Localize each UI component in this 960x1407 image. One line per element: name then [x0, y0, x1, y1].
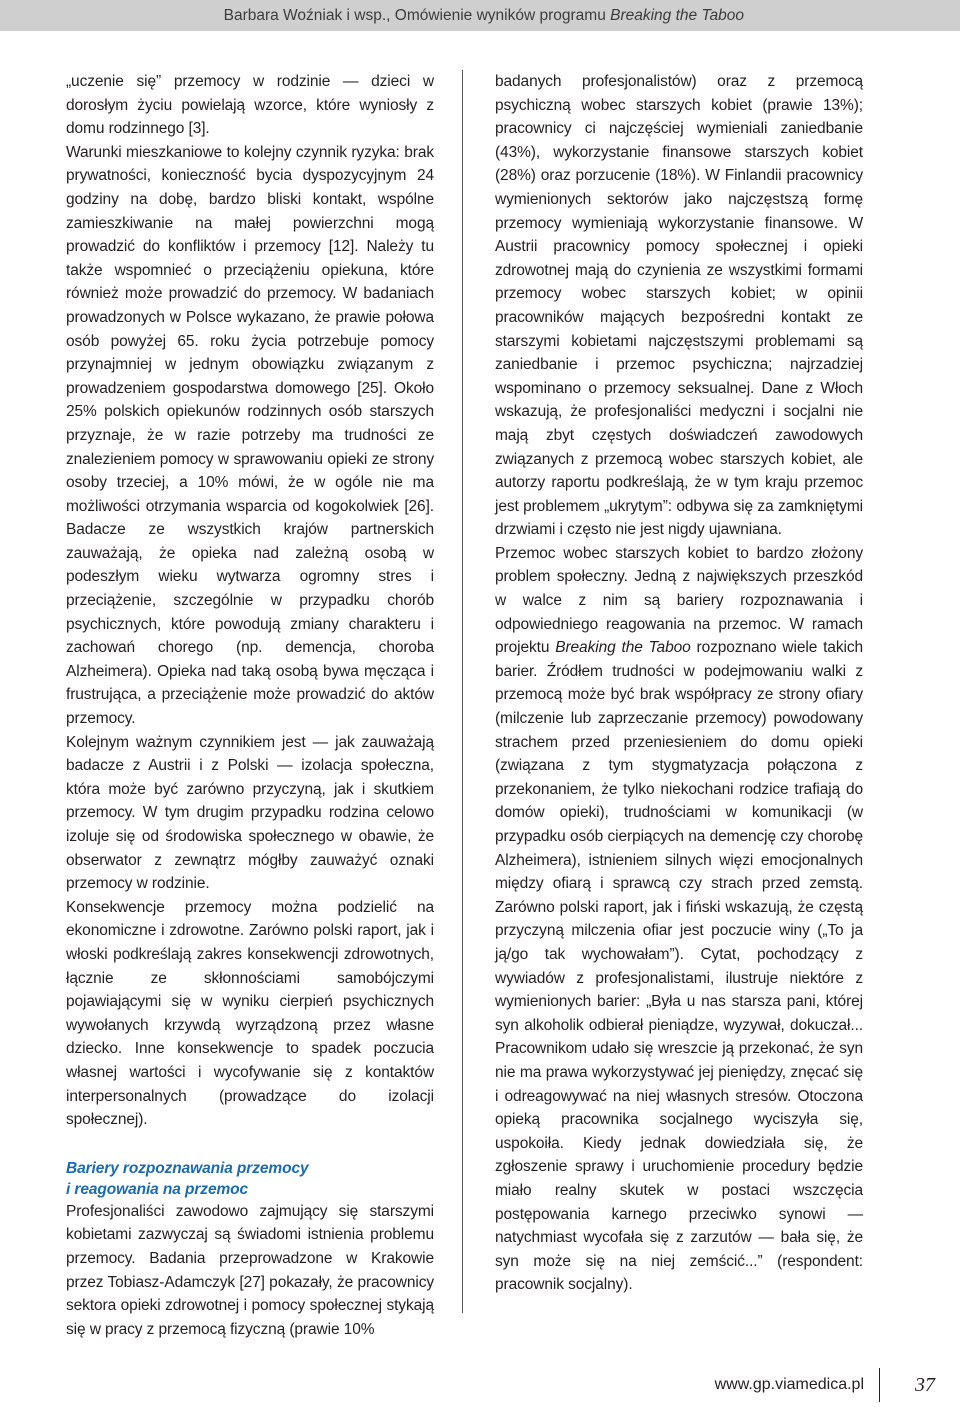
page-number: 37 — [915, 1374, 935, 1396]
right-paragraph-1: badanych profesjonalistów) oraz z przemocą psychiczną wobec starszych kobiet (prawie 13%); pracownicy ci najczęściej wymieniali zaniedbanie (43%), wykorzystanie finansowe starszych kobiet (28%) oraz porzucenie (18%). W Finlandii pracownicy wymienionych sektorów jako najczęstszą formę przemocy wymieniają wykorzystanie finansowe. W Austrii pracownicy pomocy społecznej i opieki zdrowotnej mają do czynienia ze wszystkimi formami przemocy wobec starszych kobiet; w opinii pracowników mających bezpośredni kontakt ze starszymi kobietami najczęstszymi problemami są zaniedbanie i przemoc psychiczna; najrzadziej wspominano o przemocy seksualnej. Dane z Włoch wskazują, że profesjonaliści medyczni i socjalni nie mają zbyt częstych doświadczeń zawodowych związanych z przemocą wobec starszych kobiet, ale autorzy raportu podkreślają, że w tym kraju przemoc jest problemem „ukrytym”: odbywa się za zamkniętymi drzwiami i często nie jest nigdy ujawniana. — [495, 73, 863, 539]
right-paragraph-2-start: Przemoc wobec starszych kobiet to bardzo złożony problem społeczny. Jedną z największych przeszkód w walce z nim są bariery rozpoznawania i odpowiedniego reagowania na przemoc. W ramach projektu — [495, 544, 863, 657]
left-paragraph-4: Konsekwencje przemocy można podzielić na ekonomiczne i zdrowotne. Zarówno polski raport, jak i włoski podkreślają zakres konsekwencji zdrowotnych, łącznie ze skłonnościami samobójczymi pojawiającymi się w wyniku cierpień psychicznych wywołanych krzywdą wyrządzoną przez własne dziecko. Inne konsekwencje to spadek poczucia własnej wartości i wycofywanie się z kontaktów interpersonalnych (prowadzące do izolacji społecznej). — [66, 898, 434, 1129]
footer-rule — [879, 1368, 880, 1402]
section-paragraph: Profesjonaliści zawodowo zajmujący się starszymi kobietami zazwyczaj są świadomi istnienia problemu przemocy. Badania przeprowadzone w Krakowie przez Tobiasz-Adamczyk [27] pokazały, że pracownicy sektora opieki zdrowotnej i pomocy społecznej stykają się w pracy z przemocą fizyczną (prawie 10% — [66, 1202, 434, 1338]
running-header — [224, 0, 744, 31]
left-column — [66, 70, 434, 1341]
header-separator: , — [386, 7, 395, 24]
footer-url: www.gp.viamedica.pl — [714, 1376, 864, 1393]
header-authors: Barbara Woźniak i wsp. — [223, 7, 387, 24]
right-column — [495, 70, 863, 1297]
section-heading — [66, 1158, 434, 1200]
left-paragraph-2: Warunki mieszkaniowe to kolejny czynnik ryzyka: brak prywatności, konieczność bycia dyspozycyjnym 24 godziny na dobę, bardzo bliski kontakt, wspólne zamieszkiwanie na małej powierzchni mogą prowadzić do konfliktów i przemocy [12]. Należy tu także wspomnieć o przeciążeniu opiekuna, które również może prowadzić do przemocy. W badaniach prowadzonych w Polsce wykazano, że prawie połowa osób powyżej 65. roku życia potrzebuje pomocy przynajmniej w jednym obowiązku związanym z prowadzeniem gospodarstwa domowego [25]. Około 25% polskich opiekunów rodzinnych osób starszych przyznaje, że w razie potrzeby ma trudności ze znalezieniem pomocy w sprawowaniu opieki ze strony osoby trzeciej, a 10% mówi, że w ogóle nie ma możliwości otrzymania wsparcia od kogokolwiek [26]. Badacze ze wszystkich krajów partnerskich zauważają, że opieka nad zależną osobą w podeszłym wieku wytwarza ogromny stres i przeciążenie, szczególnie w przypadku chorób psychicznych, które powodują zmiany charakteru i zachowań chorego (np. demencja, choroba Alzheimera). Opieka nad taką osobą bywa męcząca i frustrująca, a przeciążenie może prowadzić do aktów przemocy. — [66, 143, 434, 728]
left-paragraph-3: Kolejnym ważnym czynnikiem jest — jak zauważają badacze z Austrii i z Polski — izolacja społeczna, która może być zarówno przyczyną, jak i skutkiem przemocy. W tym drugim przypadku rodzina celowo izoluje się od środowiska społecznego w obawie, że obserwator z zewnątrz mógłby zauważyć oznaki przemocy w rodzinie. — [66, 733, 434, 893]
right-paragraph-2 — [495, 542, 863, 1297]
project-name-italic: Breaking the Taboo — [555, 639, 691, 657]
header-title-italic: Breaking the Taboo — [610, 7, 744, 24]
column-divider — [462, 70, 463, 1313]
right-paragraph-2-end: rozpoznano wiele takich barier. Źródłem trudności w podejmowaniu walki z przemocą może być brak współpracy ze strony ofiary (milczenie lub zaprzeczanie przemocy) powodowany strachem przed przeniesieniem do domu opieki (związana z tym stygmatyzacja połączona z przekonaniem, że tylko niekochani rodzice trafiają do domów opieki), trudnościami w komunikacji (w przypadku osób cierpiących na demencję czy chorobę Alzheimera), istnieniem silnych więzi emocjonalnych między ofiarą i sprawcą czy strach przed zemstą. Zarówno polski raport, jak i fiński wskazują, że częstą przyczyną milczenia ofiar jest poczucie winy („To ja ją/go tak wychowałam”). Cytat, pochodzący z wywiadów z profesjonalistami, ilustruje niektóre z wymienionych barier: „Była u nas starsza pani, której syn alkoholik odbierał pieniądze, wyzywał, dokuczał... Pracownikom udało się wreszcie ją przekonać, że syn nie ma prawa wykorzystywać jej pieniędzy, znęcać się i odreagowywać na niej własnych stresów. Otoczona opieką pracownika socjalnego wyciszyła się, uspokoiła. Kiedy jednak dowiedziała się, że zgłoszenie sprawy i uruchomienie procedury będzie miało realny skutek w postaci wszczęcia postępowania karnego przeciwko synowi — natychmiast wycofała się z zarzutów — bała się, że syn może się na niej zemścić...” (respondent: pracownik socjalny). — [495, 639, 863, 1294]
left-paragraph-1: „uczenie się” przemocy w rodzinie — dzieci w dorosłym życiu powielają wzorce, które wyniosły z domu rodzinnego [3]. — [66, 73, 434, 138]
header-title-prefix: Omówienie wyników programu — [394, 7, 611, 24]
section-heading-line-1: Bariery rozpoznawania przemocy — [66, 1159, 309, 1177]
section-heading-line-2: i reagowania na przemoc — [66, 1180, 249, 1198]
